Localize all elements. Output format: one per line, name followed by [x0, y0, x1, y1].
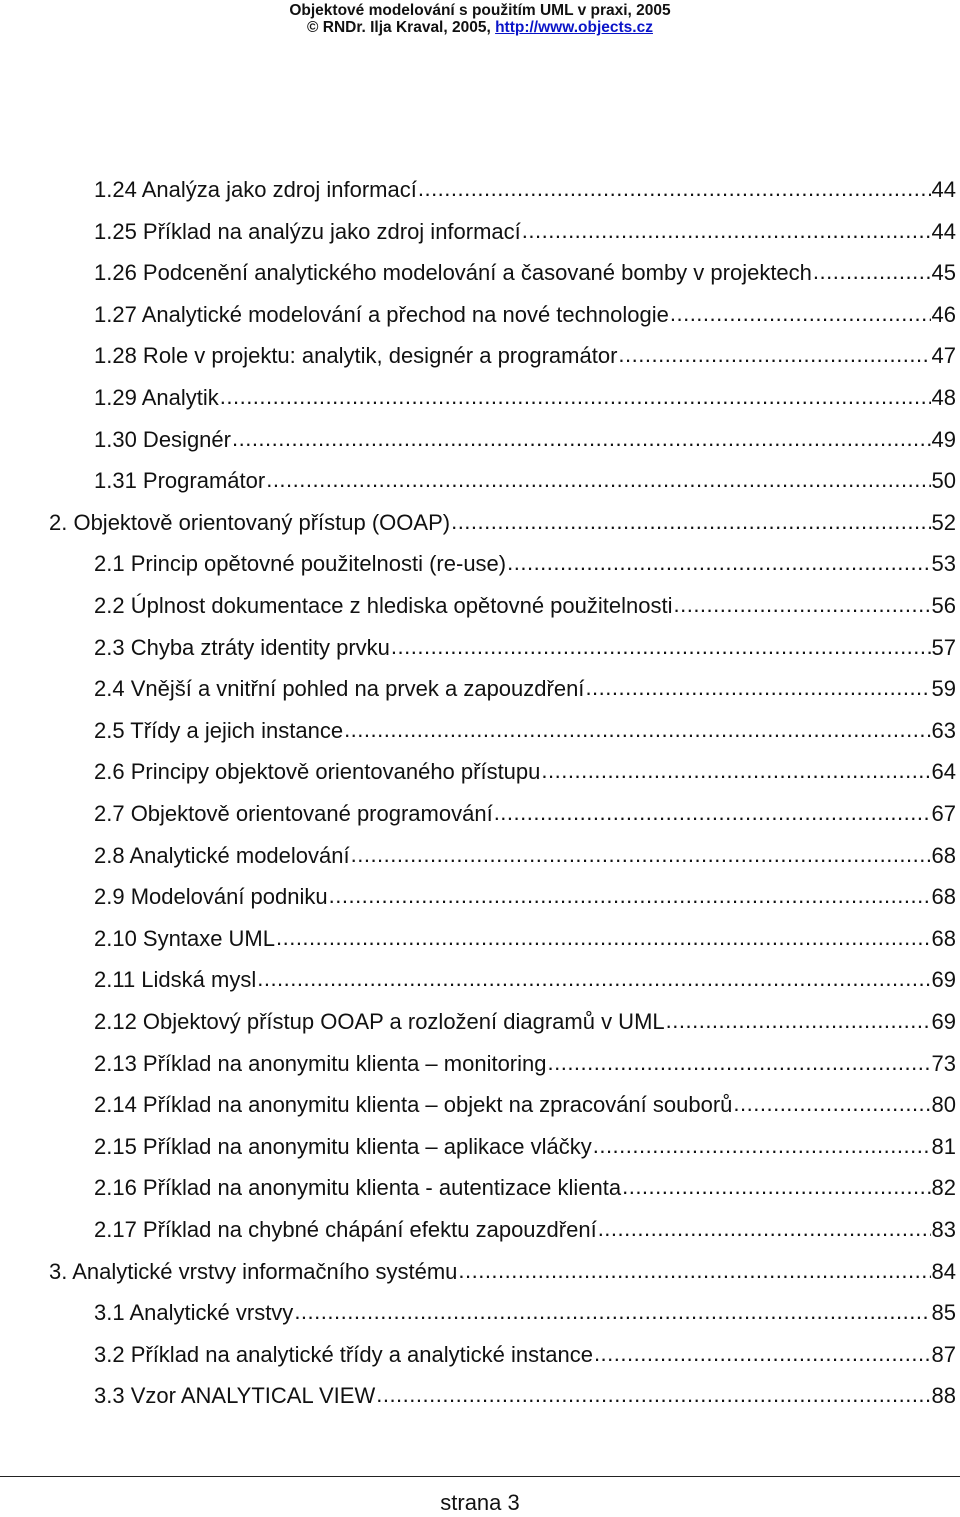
toc-entry-title: 1.30 Designér: [94, 426, 231, 452]
header-title: Objektové modelování s použitím UML v praxi, 2005: [289, 2, 671, 19]
toc-entry-page: 45: [931, 260, 956, 286]
footer-divider: [0, 1476, 960, 1477]
toc-entry-page: 68: [931, 884, 956, 910]
toc-entry-page: 84: [931, 1258, 956, 1284]
toc-dot-leader: [351, 845, 931, 867]
toc-entry-title: 2.16 Příklad na anonymitu klienta - autentizace klienta: [94, 1175, 622, 1201]
toc-entry-title: 2.10 Syntaxe UML: [94, 925, 275, 951]
toc-entry-title: 1.29 Analytik: [94, 385, 219, 410]
toc-entry[interactable]: [94, 628, 956, 668]
toc-dot-leader: [232, 429, 931, 451]
toc-entry-title: 2.7 Objektově orientované programování: [94, 801, 493, 826]
toc-entry-page: 63: [931, 717, 956, 743]
toc-entry[interactable]: [94, 253, 956, 293]
toc-dot-leader: [294, 1302, 930, 1324]
toc-entry-title: 2.5 Třídy a jejich instance: [94, 717, 344, 743]
toc-entry[interactable]: [94, 1168, 956, 1208]
toc-entry[interactable]: [49, 503, 956, 543]
toc-entry-title: 1.27 Analytické modelování a přechod na nové technologie: [94, 301, 669, 327]
toc-entry-page: 64: [931, 759, 956, 785]
toc-entry-page: 44: [931, 218, 956, 244]
toc-entry[interactable]: [94, 1376, 956, 1416]
toc-entry[interactable]: [94, 669, 956, 709]
toc-entry[interactable]: [94, 336, 956, 376]
toc-entry-page: 67: [931, 801, 956, 826]
toc-entry-page: 73: [931, 1050, 956, 1076]
toc-entry-page: 85: [931, 1300, 956, 1326]
toc-entry-page: 87: [931, 1341, 956, 1367]
header-copyright: [0, 19, 960, 36]
toc-dot-leader: [585, 678, 930, 700]
toc-dot-leader: [376, 1385, 930, 1407]
toc-entry[interactable]: [94, 877, 956, 917]
toc-entry-title: 3. Analytické vrstvy informačního systému: [49, 1258, 458, 1284]
toc-entry-page: 59: [931, 676, 956, 702]
toc-entry[interactable]: [94, 420, 956, 460]
toc-entry[interactable]: [94, 1127, 956, 1167]
toc-dot-leader: [522, 221, 931, 243]
toc-dot-leader: [618, 345, 930, 367]
toc-dot-leader: [593, 1136, 931, 1158]
toc-entry-title: 3.1 Analytické vrstvy: [94, 1300, 294, 1326]
toc-entry-page: 68: [931, 842, 956, 868]
header-link[interactable]: http://www.objects.cz: [495, 19, 653, 36]
toc-entry-page: 52: [931, 509, 956, 535]
toc-entry-title: 2.9 Modelování podniku: [94, 884, 328, 910]
toc-entry-title: 1.24 Analýza jako zdroj informací: [94, 177, 417, 202]
toc-entry-title: 2.1 Princip opětovné použitelnosti (re-use): [94, 551, 507, 577]
toc-dot-leader: [594, 1344, 931, 1366]
toc-dot-leader: [541, 761, 930, 783]
toc-entry-page: 50: [931, 468, 956, 494]
toc-entry[interactable]: [94, 170, 956, 210]
toc-entry[interactable]: [94, 544, 956, 584]
toc-entry[interactable]: [94, 212, 956, 252]
toc-entry[interactable]: [94, 711, 956, 751]
toc-entry-title: 3.3 Vzor ANALYTICAL VIEW: [94, 1383, 376, 1409]
toc-entry[interactable]: [49, 1252, 956, 1292]
toc-entry-page: 68: [931, 925, 956, 951]
toc-entry-title: 2.15 Příklad na anonymitu klienta – aplikace vláčky: [94, 1133, 592, 1159]
toc-entry-page: 47: [931, 343, 956, 369]
toc-dot-leader: [733, 1094, 930, 1116]
toc-entry[interactable]: [94, 1044, 956, 1084]
toc-dot-leader: [666, 1011, 931, 1033]
toc-entry-page: 44: [931, 177, 956, 202]
toc-entry-page: 82: [931, 1175, 956, 1201]
toc-dot-leader: [276, 928, 931, 950]
toc-dot-leader: [418, 179, 931, 201]
toc-dot-leader: [344, 720, 930, 742]
toc-entry-title: 2.11 Lidská mysl: [94, 967, 257, 993]
toc-dot-leader: [598, 1219, 931, 1241]
toc-entry-title: 2.14 Příklad na anonymitu klienta – objekt na zpracování souborů: [94, 1092, 733, 1118]
toc-entry-title: 1.26 Podcenění analytického modelování a časované bomby v projektech: [94, 260, 812, 286]
toc-entry-title: 2.2 Úplnost dokumentace z hlediska opětovné použitelnosti: [94, 593, 673, 618]
toc-dot-leader: [494, 803, 931, 825]
toc-entry-title: 2.13 Příklad na anonymitu klienta – monitoring: [94, 1050, 547, 1076]
toc-entry-page: 69: [931, 967, 956, 993]
toc-entry-page: 69: [931, 1009, 956, 1034]
toc-dot-leader: [329, 886, 931, 908]
toc-entry-title: 1.25 Příklad na analýzu jako zdroj informací: [94, 218, 521, 244]
toc-entry[interactable]: [94, 1002, 956, 1042]
toc-entry-page: 88: [931, 1383, 956, 1409]
toc-entry[interactable]: [94, 1210, 956, 1250]
toc-entry-title: 1.31 Programátor: [94, 468, 266, 494]
toc-entry-title: 2. Objektově orientovaný přístup (OOAP): [49, 509, 451, 535]
toc-entry[interactable]: [94, 586, 956, 626]
toc-dot-leader: [813, 262, 931, 284]
toc-entry[interactable]: [94, 960, 956, 1000]
toc-entry[interactable]: [94, 836, 956, 876]
toc-dot-leader: [266, 470, 930, 492]
header-author: © RNDr. Ilja Kraval, 2005,: [307, 19, 496, 36]
toc-entry-title: 2.17 Příklad na chybné chápání efektu zapouzdření: [94, 1217, 597, 1242]
toc-entry-title: 1.28 Role v projektu: analytik, designér a programátor: [94, 343, 618, 369]
page-header: [0, 2, 960, 36]
toc-entry-page: 81: [931, 1133, 956, 1159]
toc-entry-page: 83: [931, 1217, 956, 1242]
toc-entry[interactable]: [94, 461, 956, 501]
toc-entry-title: 2.8 Analytické modelování: [94, 842, 350, 868]
toc-entry-title: 2.3 Chyba ztráty identity prvku: [94, 634, 390, 660]
toc-entry[interactable]: [94, 378, 956, 418]
toc-entry-page: 46: [931, 301, 956, 327]
toc-entry-title: 3.2 Příklad na analytické třídy a analytické instance: [94, 1341, 593, 1367]
page-number: strana 3: [440, 1490, 520, 1515]
toc-dot-leader: [257, 969, 930, 991]
toc-entry[interactable]: [94, 1335, 956, 1375]
toc-entry-page: 56: [931, 593, 956, 618]
toc-entry-title: 2.4 Vnější a vnitřní pohled na prvek a zapouzdření: [94, 676, 585, 702]
toc-dot-leader: [458, 1261, 930, 1283]
toc-entry-page: 80: [931, 1092, 956, 1118]
toc-dot-leader: [220, 387, 931, 409]
toc-dot-leader: [622, 1177, 930, 1199]
toc-entry-page: 57: [931, 634, 956, 660]
toc-entry[interactable]: [94, 1293, 956, 1333]
toc-dot-leader: [391, 637, 931, 659]
toc-dot-leader: [670, 304, 931, 326]
toc-dot-leader: [451, 512, 930, 534]
toc-entry[interactable]: [94, 752, 956, 792]
toc-dot-leader: [547, 1053, 930, 1075]
toc-entry-title: 2.12 Objektový přístup OOAP a rozložení diagramů v UML: [94, 1009, 665, 1034]
toc-entry-page: 53: [931, 551, 956, 577]
toc-entry-title: 2.6 Principy objektově orientovaného přístupu: [94, 759, 541, 785]
toc-entry[interactable]: [94, 919, 956, 959]
toc-dot-leader: [673, 595, 930, 617]
toc-entry[interactable]: [94, 1085, 956, 1125]
toc-entry[interactable]: [94, 295, 956, 335]
toc-entry[interactable]: [94, 794, 956, 834]
toc-dot-leader: [507, 553, 930, 575]
toc-entry-page: 48: [931, 385, 956, 410]
toc-entry-page: 49: [931, 426, 956, 452]
